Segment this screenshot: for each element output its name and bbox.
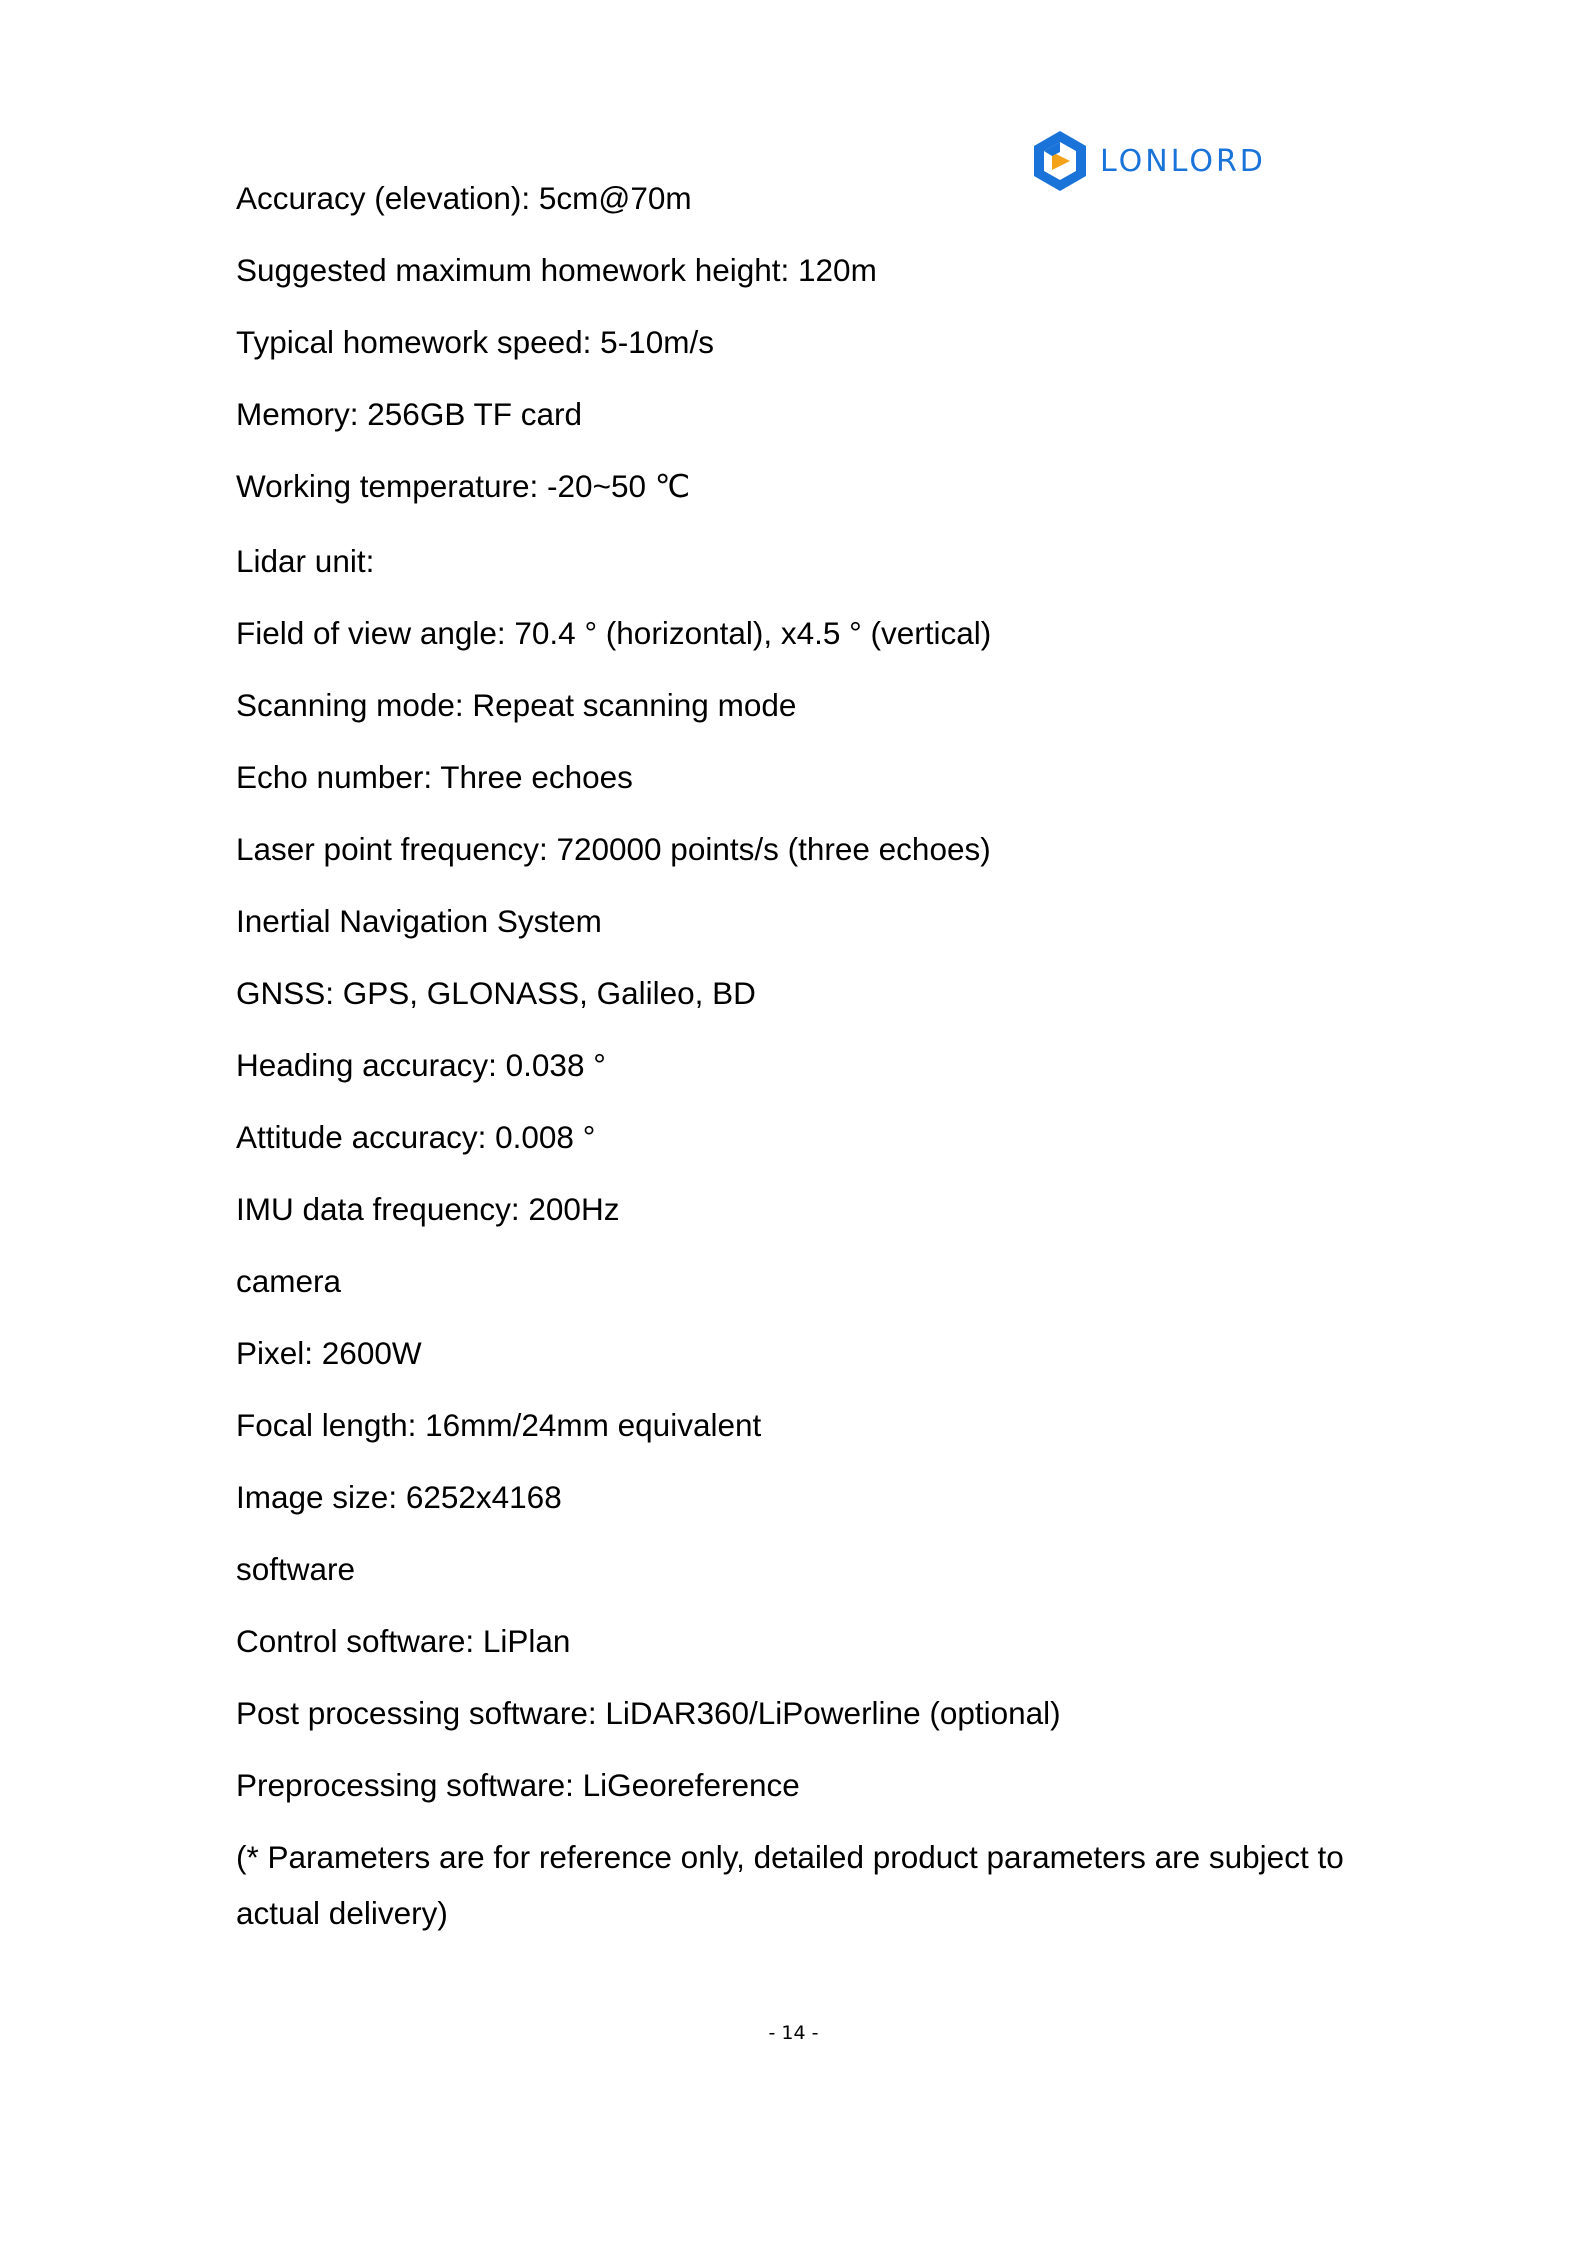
spec-line: Field of view angle: 70.4 ° (horizontal), x4.5 ° (vertical) [236, 615, 992, 651]
spec-line: Memory: 256GB TF card [236, 396, 583, 432]
section-heading-ins: Inertial Navigation System [236, 903, 602, 939]
spec-line: Echo number: Three echoes [236, 759, 633, 795]
section-heading-software: software [236, 1551, 356, 1587]
spec-line: Suggested maximum homework height: 120m [236, 252, 877, 288]
spec-line: Scanning mode: Repeat scanning mode [236, 687, 797, 723]
spec-line: Laser point frequency: 720000 points/s (three echoes) [236, 831, 991, 867]
section-heading-lidar: Lidar unit: [236, 543, 375, 579]
spec-line: IMU data frequency: 200Hz [236, 1191, 620, 1227]
logo-text: LONLORD [1100, 143, 1266, 179]
spec-list [236, 180, 1386, 1977]
spec-line: Accuracy (elevation): 5cm@70m [236, 180, 692, 216]
spec-line: Preprocessing software: LiGeoreference [236, 1767, 800, 1803]
spec-line: GNSS: GPS, GLONASS, Galileo, BD [236, 975, 756, 1011]
disclaimer-note: (* Parameters are for reference only, detailed product parameters are subject to actual delivery) [236, 1839, 1344, 1931]
spec-line: Post processing software: LiDAR360/LiPowerline (optional) [236, 1695, 1061, 1731]
page-number: - 14 - [768, 2022, 819, 2044]
spec-line: Heading accuracy: 0.038 ° [236, 1047, 606, 1083]
spec-line: Control software: LiPlan [236, 1623, 571, 1659]
spec-line: Image size: 6252x4168 [236, 1479, 562, 1515]
section-heading-camera: camera [236, 1263, 342, 1299]
spec-line: Focal length: 16mm/24mm equivalent [236, 1407, 762, 1443]
spec-line: Working temperature: -20~50 ℃ [236, 468, 691, 504]
spec-line: Attitude accuracy: 0.008 ° [236, 1119, 596, 1155]
spec-line: Pixel: 2600W [236, 1335, 422, 1371]
spec-line: Typical homework speed: 5-10m/s [236, 324, 714, 360]
